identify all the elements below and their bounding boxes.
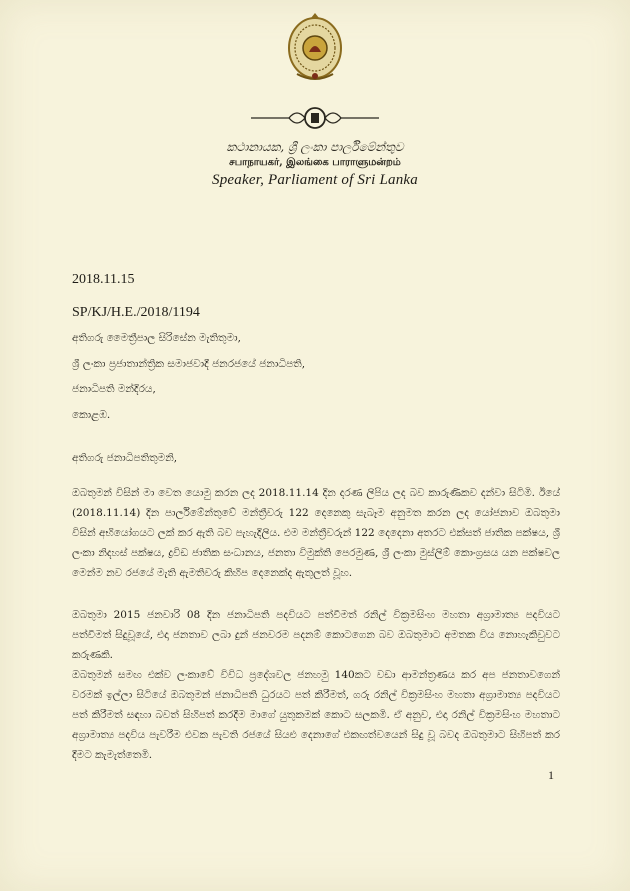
recipient-line: කොළඹ. — [72, 408, 111, 421]
body-paragraph: ඔබතුමන් විසින් මා වෙත යොමු කරන ලද 2018.11.14 දින දරණ ලිපිය ලද බව කාරුණිකව දන්වා සිටිමි. ඊයේ (2018.11.14) දින පාර්ලිමේන්තුවේ මන්ත්‍රීවරු 122 දෙනෙකු සැබෑම අනුමත කරන ලද යෝජනාව ඔබතුමා විසින් අභියෝගයට ලක් කර ඇති බව පැහැදිලිය. එම මන්ත්‍රීවරුන් 122 දෙදෙනා අතරට එක්සත් ජාතික පක්ෂය, ශ්‍රී ලංකා නිදහස් පක්ෂය, ද්‍රවිඩ ජාතික සංධානය, ජනතා විමුක්ති පෙරමුණ, ශ්‍රී ලංකා මුස්ලිම් කොංග්‍රසය යන පක්ෂවල මෙන්ම නව රජයේ මැති ඇමතිවරු කිහිප දෙනෙක්ද ඇතුලත් වූහ. — [72, 487, 560, 579]
letterhead-title-english: Speaker, Parliament of Sri Lanka — [212, 172, 418, 188]
recipient-line: ශ්‍රී ලංකා ප්‍රජාතාන්ත්‍රික සමාජවාදී ජනරජයේ ජනාධිපති, — [72, 357, 306, 370]
mace-emblem-icon — [245, 104, 385, 132]
body-paragraph: ඔබතුමන් සමඟ එක්ව ලංකාවේ විවිධ ප්‍රදේශවල ජනහමු 140කට වඩා ආමන්ත්‍රණය කර අප ජනතාවගෙන් වරමක් ඉල්ලා සිටියේ ඔබතුමන් ජනාධිපති ධුරයට පත් කිරීමත්, ගරු රනිල් වික්‍රමසිංහ මහතා අග්‍රාමාත්‍ය පදවියට පත් කිරීමත් සඳහා බවත් සිහිපත් කරදීම මාගේ යුතුකමක් කොට සලකමි. ඒ අනුව, එදා රනිල් වික්‍රමසිංහ මහතාට අග්‍රාමාත්‍ය පදවිය පැවරීම එවක පැවති රජයේ සියළු දෙනාගේ එකඟත්වයෙන් සිදු වූ බවද ඔබතුමාට සිහිපත් කර දීමට කැමැත්තෙමි. — [72, 669, 560, 761]
letter-date: 2018.11.15 — [72, 272, 135, 287]
salutation: අතිගරු ජනාධිපතිතුමනි, — [72, 452, 178, 464]
page-number: 1 — [548, 768, 554, 782]
letterhead-title-sinhala: කථානායක, ශ්‍රී ලංකා පාර්ලිමේන්තුව — [226, 140, 404, 154]
sri-lanka-emblem-icon — [283, 12, 347, 82]
body-paragraph: ඔබතුමා 2015 ජනවාරි 08 දින ජනාධිපති පදවියට පත්වීමත් රනිල් වික්‍රමසිංහ මහතා අග්‍රාමාත්‍ය පදවියට පත්වීමත් සිදුවූයේ, එදා ජනතාව ලබා දුන් ජනවරම පදනම් කොටගෙන බව ඔබතුමාට අමතක විය නොහැකිවුවට කරුණකි. — [72, 609, 560, 661]
letter-reference: SP/KJ/H.E./2018/1194 — [72, 305, 200, 320]
recipient-address — [72, 326, 305, 428]
recipient-line: අතිගරු මෛත්‍රීපාල සිරිසේන මැතිතුමා, — [72, 332, 241, 344]
letterhead — [0, 140, 630, 189]
letterhead-title-tamil: சபாநாயகர், இலங்கை பாராளுமன்றம் — [229, 157, 401, 168]
recipient-line: ජනාධිපති මන්දිරය, — [72, 383, 156, 395]
